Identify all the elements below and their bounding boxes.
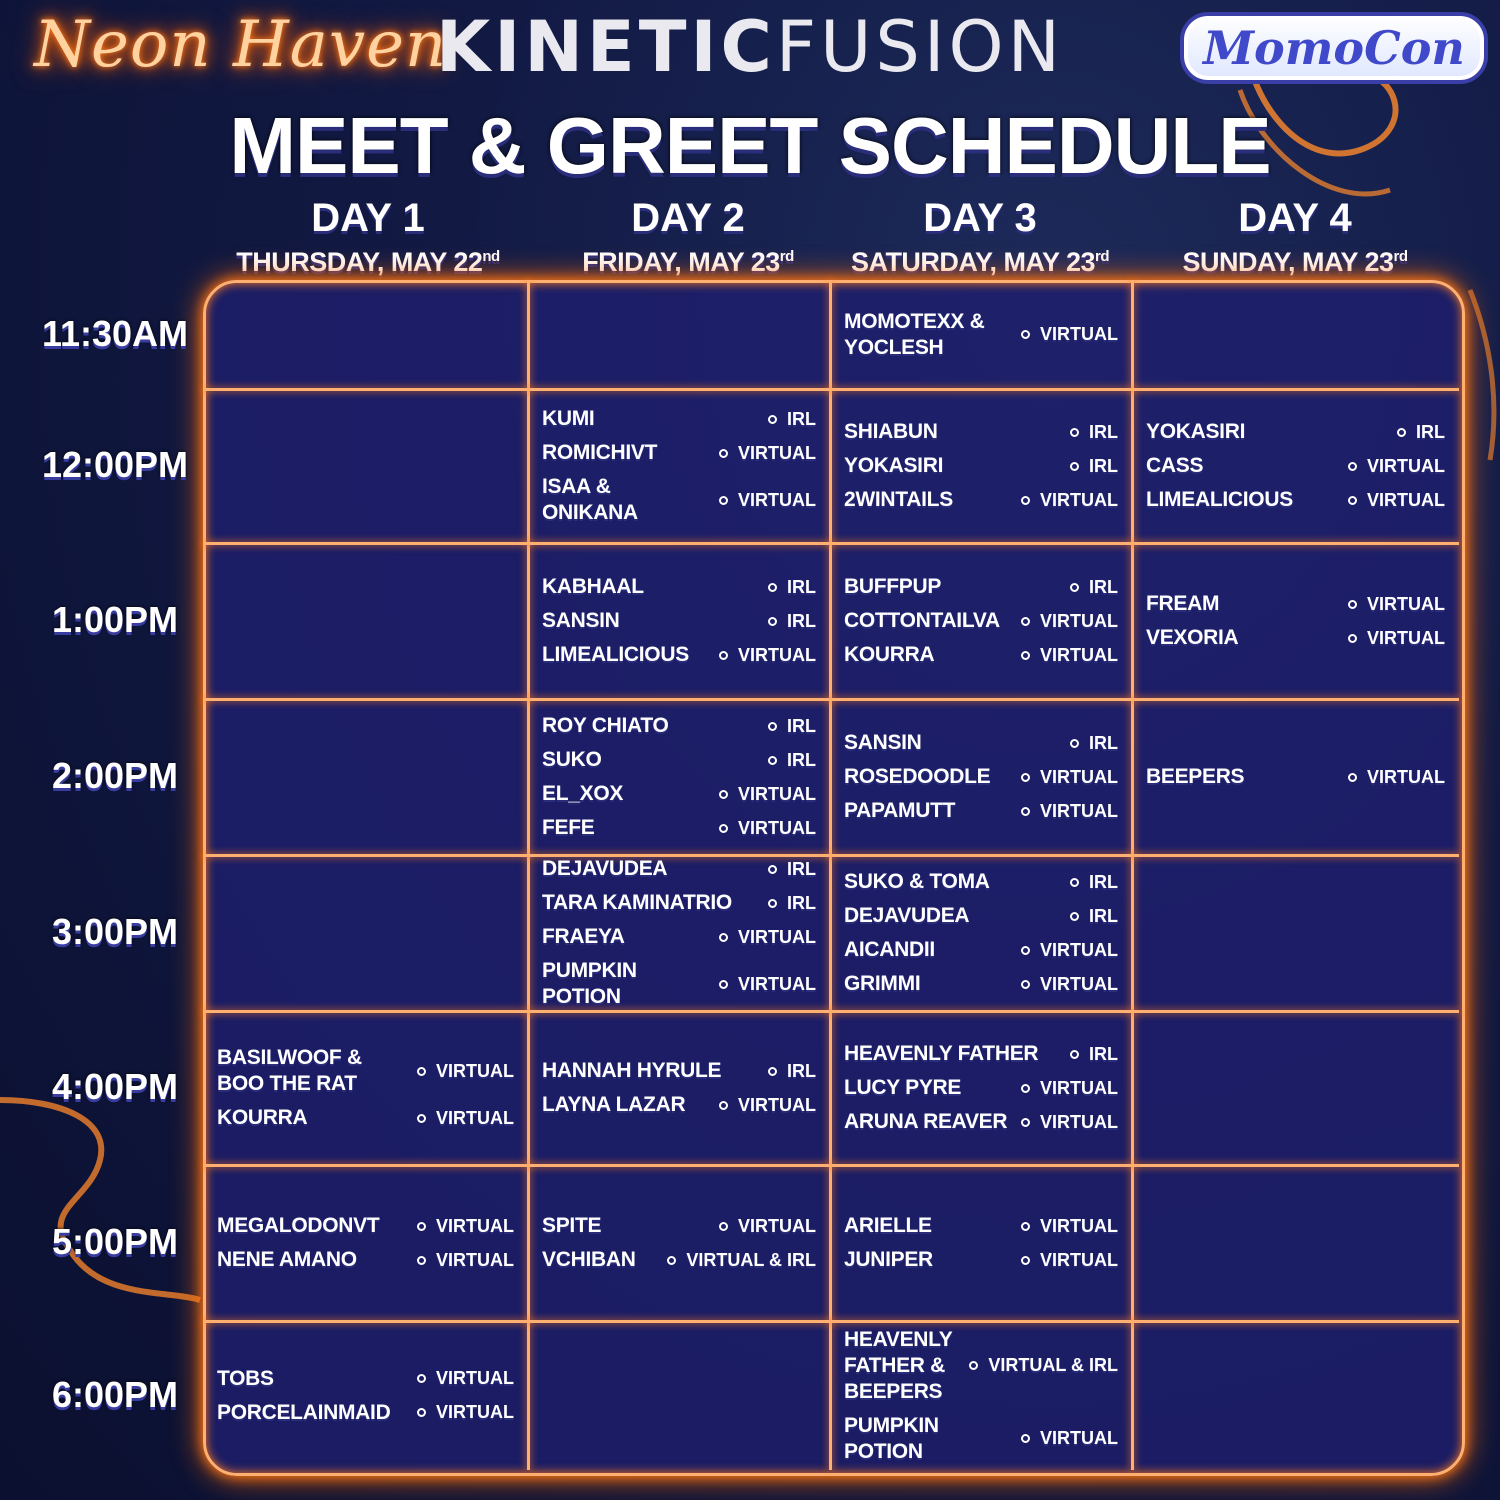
bullet-icon (719, 651, 728, 660)
attendance-mode: VIRTUAL (1367, 627, 1445, 648)
bullet-icon (719, 980, 728, 989)
day-date (208, 240, 528, 279)
attendance-mode: VIRTUAL (738, 644, 816, 665)
attendance-mode: IRL (787, 1060, 816, 1081)
bullet-icon (1021, 773, 1030, 782)
guest-name: KUMI (542, 407, 595, 430)
attendance-mode: VIRTUAL (1040, 324, 1118, 344)
grid-column-divider (527, 280, 530, 1470)
guest-name: TOBS (217, 1366, 274, 1390)
schedule-entry (844, 642, 1118, 668)
schedule-entry (542, 747, 816, 773)
bullet-icon (1348, 496, 1357, 505)
day-date-text: THURSDAY, MAY 22 (236, 247, 483, 277)
schedule-cell (1146, 861, 1445, 1005)
schedule-entry (542, 642, 816, 668)
guest-name: SANSIN (844, 731, 922, 754)
schedule-entry (844, 1247, 1118, 1273)
bullet-icon (768, 722, 777, 731)
attendance-mode: VIRTUAL (1040, 1428, 1118, 1448)
guest-name: ISAA & ONIKANA (542, 475, 638, 524)
bullet-icon (969, 1361, 978, 1370)
schedule-entry (542, 856, 816, 882)
grid-column-divider (1131, 280, 1134, 1470)
schedule-entry (542, 924, 816, 950)
guest-name: COTTONTAILVA (844, 609, 1000, 632)
bullet-icon (1021, 617, 1030, 626)
guest-name: FREAM (1146, 592, 1220, 615)
guest-name: FEFE (542, 816, 595, 839)
schedule-entry (1146, 453, 1445, 479)
grid-row-divider (203, 388, 1459, 391)
schedule-entry (844, 1413, 1118, 1465)
bullet-icon (1021, 1434, 1030, 1443)
schedule-entry (542, 958, 816, 1010)
attendance-mode: VIRTUAL (436, 1368, 514, 1388)
schedule-cell (1146, 286, 1445, 383)
bullet-icon (768, 583, 777, 592)
schedule-entry (542, 1247, 816, 1273)
schedule-entry (1146, 625, 1445, 651)
schedule-cell (844, 1171, 1118, 1315)
bullet-icon (1070, 462, 1079, 471)
schedule-entry (844, 798, 1118, 824)
schedule-cell (542, 705, 816, 849)
attendance-mode: IRL (1089, 1043, 1118, 1064)
bullet-icon (719, 824, 728, 833)
attendance-mode: VIRTUAL (1040, 766, 1118, 787)
grid-row-divider (203, 698, 1459, 701)
attendance-mode: VIRTUAL (1040, 610, 1118, 631)
guest-name: NENE AMANO (217, 1248, 357, 1271)
schedule-cell (217, 1171, 514, 1315)
schedule-entry (844, 1327, 1118, 1405)
attendance-mode: IRL (787, 892, 816, 913)
schedule-cell (217, 705, 514, 849)
attendance-mode: VIRTUAL (436, 1107, 514, 1128)
attendance-mode: VIRTUAL (738, 817, 816, 838)
schedule-cell (542, 549, 816, 693)
schedule-entry (542, 890, 816, 916)
schedule-cell (844, 1017, 1118, 1159)
bullet-icon (719, 449, 728, 458)
bullet-icon (417, 1408, 426, 1417)
bullet-icon (719, 790, 728, 799)
schedule-entry (542, 1058, 816, 1084)
bullet-icon (417, 1067, 426, 1076)
attendance-mode: VIRTUAL & IRL (686, 1249, 816, 1270)
schedule-entry (844, 730, 1118, 756)
day-header (528, 196, 848, 279)
time-slot-label: 12:00PM (41, 444, 189, 485)
day-date (528, 240, 848, 279)
schedule-cell (844, 395, 1118, 537)
attendance-mode: VIRTUAL (738, 973, 816, 994)
guest-name: PUMPKIN POTION (542, 959, 637, 1008)
bullet-icon (417, 1374, 426, 1383)
guest-name: LAYNA LAZAR (542, 1093, 686, 1116)
attendance-mode: IRL (1089, 576, 1118, 597)
attendance-mode: VIRTUAL (738, 489, 816, 510)
attendance-mode: IRL (787, 715, 816, 736)
guest-name: EL_XOX (542, 782, 624, 805)
schedule-entry (1146, 591, 1445, 617)
day-date-text: SATURDAY, MAY 23 (850, 247, 1096, 277)
schedule-entry (542, 440, 816, 466)
bullet-icon (768, 415, 777, 424)
guest-name: ARUNA REAVER (844, 1110, 1008, 1133)
guest-name: 2WINTAILS (844, 488, 953, 511)
schedule-entry (844, 487, 1118, 513)
bullet-icon (1021, 651, 1030, 660)
bullet-icon (768, 756, 777, 765)
bullet-icon (1070, 583, 1079, 592)
guest-name: DEJAVUDEA (542, 857, 668, 880)
schedule-entry (844, 937, 1118, 963)
day-date-suffix: rd (779, 248, 794, 265)
bullet-icon (768, 617, 777, 626)
attendance-mode: IRL (787, 610, 816, 631)
schedule-entry (844, 453, 1118, 479)
bullet-icon (1021, 807, 1030, 816)
guest-name: SPITE (542, 1214, 602, 1237)
schedule-entry (1146, 764, 1445, 790)
attendance-mode: VIRTUAL (738, 1215, 816, 1236)
time-slot-label: 1:00PM (51, 599, 179, 640)
attendance-mode: IRL (1089, 905, 1118, 926)
attendance-mode: IRL (787, 408, 816, 429)
schedule-cell (542, 395, 816, 537)
schedule-entry (844, 764, 1118, 790)
schedule-entry (542, 1092, 816, 1118)
day-header (820, 196, 1140, 279)
schedule-cell (217, 861, 514, 1005)
momocon-logo: MomoCon (1180, 12, 1488, 84)
bullet-icon (1070, 1050, 1079, 1059)
schedule-cell (217, 395, 514, 537)
schedule-cell (1146, 1327, 1445, 1464)
schedule-entry (217, 1105, 514, 1131)
guest-name: VEXORIA (1146, 626, 1239, 649)
guest-name: YOKASIRI (1146, 420, 1246, 443)
bullet-icon (719, 496, 728, 505)
guest-name: LIMEALICIOUS (1146, 488, 1293, 511)
schedule-entry (542, 815, 816, 841)
schedule-entry (217, 1366, 514, 1392)
bullet-icon (417, 1256, 426, 1265)
guest-name: KOURRA (217, 1106, 308, 1129)
day-date-suffix: rd (1095, 248, 1110, 265)
schedule-entry (844, 419, 1118, 445)
guest-name: ROSEDOODLE (844, 765, 991, 788)
bullet-icon (417, 1114, 426, 1123)
day-date-text: SUNDAY, MAY 23 (1182, 247, 1394, 277)
schedule-entry (844, 1213, 1118, 1239)
grid-row-divider (203, 854, 1459, 857)
day-date-suffix: nd (482, 248, 500, 265)
guest-name: AICANDII (844, 938, 935, 961)
schedule-entry (1146, 419, 1445, 445)
guest-name: BUFFPUP (844, 575, 942, 598)
schedule-entry (844, 971, 1118, 997)
schedule-entry (844, 903, 1118, 929)
bullet-icon (768, 1067, 777, 1076)
bullet-icon (719, 1222, 728, 1231)
schedule-cell (844, 1327, 1118, 1464)
bullet-icon (417, 1222, 426, 1231)
attendance-mode: IRL (787, 576, 816, 597)
attendance-mode: VIRTUAL (436, 1060, 514, 1081)
bullet-icon (719, 933, 728, 942)
bullet-icon (1070, 912, 1079, 921)
attendance-mode: VIRTUAL (1367, 455, 1445, 476)
schedule-entry (844, 1041, 1118, 1067)
attendance-mode: VIRTUAL (436, 1249, 514, 1270)
bullet-icon (1348, 634, 1357, 643)
day-date (1135, 240, 1455, 279)
page-title: MEET & GREET SCHEDULE (229, 101, 1271, 190)
grid-row-divider (203, 1010, 1459, 1013)
guest-name: TARA KAMINATRIO (542, 891, 732, 914)
guest-name: KOURRA (844, 643, 935, 666)
day-date-suffix: rd (1393, 248, 1408, 265)
day-header (1135, 196, 1455, 279)
schedule-entry (542, 608, 816, 634)
bullet-icon (1397, 428, 1406, 437)
bullet-icon (768, 865, 777, 874)
schedule-entry (217, 1213, 514, 1239)
attendance-mode: IRL (787, 749, 816, 770)
schedule-entry (844, 869, 1118, 895)
bullet-icon (719, 1101, 728, 1110)
guest-name: DEJAVUDEA (844, 904, 970, 927)
guest-name: MOMOTEXX & YOCLESH (844, 309, 985, 359)
grid-row-divider (203, 1164, 1459, 1167)
schedule-cell (217, 286, 514, 383)
bullet-icon (1021, 330, 1030, 339)
guest-name: SUKO (542, 748, 602, 771)
schedule-cell (844, 549, 1118, 693)
time-slot-label: 5:00PM (51, 1221, 179, 1262)
attendance-mode: IRL (1089, 455, 1118, 476)
bullet-icon (1070, 428, 1079, 437)
attendance-mode: VIRTUAL (1040, 800, 1118, 821)
attendance-mode: VIRTUAL (1040, 489, 1118, 510)
attendance-mode: VIRTUAL & IRL (988, 1355, 1118, 1375)
guest-name: SUKO & TOMA (844, 870, 990, 893)
day-header (208, 196, 528, 279)
schedule-cell (542, 286, 816, 383)
attendance-mode: VIRTUAL (738, 442, 816, 463)
guest-name: ROY CHIATO (542, 714, 669, 737)
guest-name: GRIMMI (844, 972, 921, 995)
schedule-entry (542, 474, 816, 526)
attendance-mode: VIRTUAL (738, 926, 816, 947)
grid-row-divider (203, 1320, 1459, 1323)
day-date-text: FRIDAY, MAY 23 (582, 247, 780, 277)
schedule-entry (542, 1213, 816, 1239)
schedule-cell (844, 286, 1118, 383)
time-slot-label: 2:00PM (51, 755, 179, 796)
guest-name: HEAVENLY FATHER & BEEPERS (844, 1327, 953, 1403)
attendance-mode: VIRTUAL (1367, 593, 1445, 614)
schedule-entry (1146, 487, 1445, 513)
grid-column-divider (829, 280, 832, 1470)
schedule-entry (844, 309, 1118, 361)
guest-name: SHIABUN (844, 420, 938, 443)
schedule-cell (217, 1327, 514, 1464)
bullet-icon (1021, 1084, 1030, 1093)
guest-name: CASS (1146, 454, 1204, 477)
schedule-cell (217, 549, 514, 693)
schedule-cell (542, 1017, 816, 1159)
guest-name: MEGALODONVT (217, 1214, 380, 1237)
schedule-cell (542, 857, 816, 1008)
attendance-mode: VIRTUAL (436, 1215, 514, 1236)
schedule-entry (542, 574, 816, 600)
time-slot-label: 6:00PM (51, 1373, 179, 1415)
attendance-mode: VIRTUAL (1040, 973, 1118, 994)
attendance-mode: VIRTUAL (738, 1094, 816, 1115)
attendance-mode: VIRTUAL (1040, 1111, 1118, 1132)
attendance-mode: IRL (1089, 732, 1118, 753)
schedule-cell (844, 861, 1118, 1005)
schedule-cell (542, 1327, 816, 1464)
bullet-icon (1021, 1222, 1030, 1231)
day-number: DAY 2 (631, 196, 745, 240)
guest-name: PORCELAINMAID (217, 1400, 391, 1424)
schedule-entry (217, 1247, 514, 1273)
attendance-mode: IRL (1089, 421, 1118, 442)
guest-name: HEAVENLY FATHER (844, 1042, 1039, 1065)
attendance-mode: IRL (1089, 871, 1118, 892)
schedule-cell (1146, 705, 1445, 849)
bullet-icon (1348, 462, 1357, 471)
schedule-entry (844, 1075, 1118, 1101)
bullet-icon (1021, 946, 1030, 955)
neon-haven-logo: Neon Haven (34, 8, 448, 82)
bullet-icon (1021, 1118, 1030, 1127)
guest-name: ARIELLE (844, 1214, 932, 1237)
attendance-mode: IRL (787, 858, 816, 879)
time-slot-label: 4:00PM (51, 1066, 179, 1107)
attendance-mode: VIRTUAL (1040, 939, 1118, 960)
schedule-cell (217, 1017, 514, 1159)
schedule-cell (1146, 1017, 1445, 1159)
bullet-icon (1021, 496, 1030, 505)
bullet-icon (1021, 1256, 1030, 1265)
guest-name: YOKASIRI (844, 454, 944, 477)
attendance-mode: VIRTUAL (1040, 644, 1118, 665)
guest-name: PAPAMUTT (844, 799, 956, 822)
schedule-entry (542, 406, 816, 432)
guest-name: LIMEALICIOUS (542, 643, 689, 666)
bullet-icon (1070, 878, 1079, 887)
day-number: DAY 3 (923, 196, 1037, 240)
guest-name: VCHIBAN (542, 1248, 636, 1271)
guest-name: JUNIPER (844, 1248, 933, 1271)
bullet-icon (667, 1256, 676, 1265)
attendance-mode: VIRTUAL (1040, 1249, 1118, 1270)
guest-name: LUCY PYRE (844, 1076, 962, 1099)
guest-name: FRAEYA (542, 925, 625, 948)
guest-name: HANNAH HYRULE (542, 1059, 722, 1082)
schedule-entry (542, 781, 816, 807)
schedule-entry (542, 713, 816, 739)
grid-row-divider (203, 542, 1459, 545)
day-date (820, 240, 1140, 279)
time-slot-label: 3:00PM (51, 911, 179, 952)
kinetic-fusion-logo: KINETICFUSION (436, 6, 1064, 88)
guest-name: ROMICHIVT (542, 441, 658, 464)
schedule-cell (1146, 1171, 1445, 1315)
bullet-icon (1070, 739, 1079, 748)
day-number: DAY 1 (311, 196, 425, 240)
guest-name: BEEPERS (1146, 765, 1245, 788)
schedule-entry (217, 1045, 514, 1097)
guest-name: BASILWOOF & BOO THE RAT (217, 1046, 362, 1095)
attendance-mode: VIRTUAL (1367, 766, 1445, 787)
schedule-cell (1146, 395, 1445, 537)
attendance-mode: VIRTUAL (1040, 1077, 1118, 1098)
bullet-icon (768, 899, 777, 908)
schedule-entry (217, 1400, 514, 1426)
schedule-cell (542, 1171, 816, 1315)
bullet-icon (1348, 773, 1357, 782)
attendance-mode: VIRTUAL (436, 1402, 514, 1422)
schedule-entry (844, 608, 1118, 634)
schedule-entry (844, 574, 1118, 600)
day-number: DAY 4 (1238, 196, 1352, 240)
bullet-icon (1021, 980, 1030, 989)
attendance-mode: VIRTUAL (1040, 1215, 1118, 1236)
schedule-cell (1146, 549, 1445, 693)
guest-name: KABHAAL (542, 575, 644, 598)
bullet-icon (1348, 600, 1357, 609)
guest-name: PUMPKIN POTION (844, 1413, 939, 1463)
attendance-mode: VIRTUAL (1367, 489, 1445, 510)
attendance-mode: IRL (1416, 421, 1445, 442)
guest-name: SANSIN (542, 609, 620, 632)
time-slot-label: 11:30AM (41, 312, 189, 354)
attendance-mode: VIRTUAL (738, 783, 816, 804)
schedule-entry (844, 1109, 1118, 1135)
schedule-cell (844, 705, 1118, 849)
